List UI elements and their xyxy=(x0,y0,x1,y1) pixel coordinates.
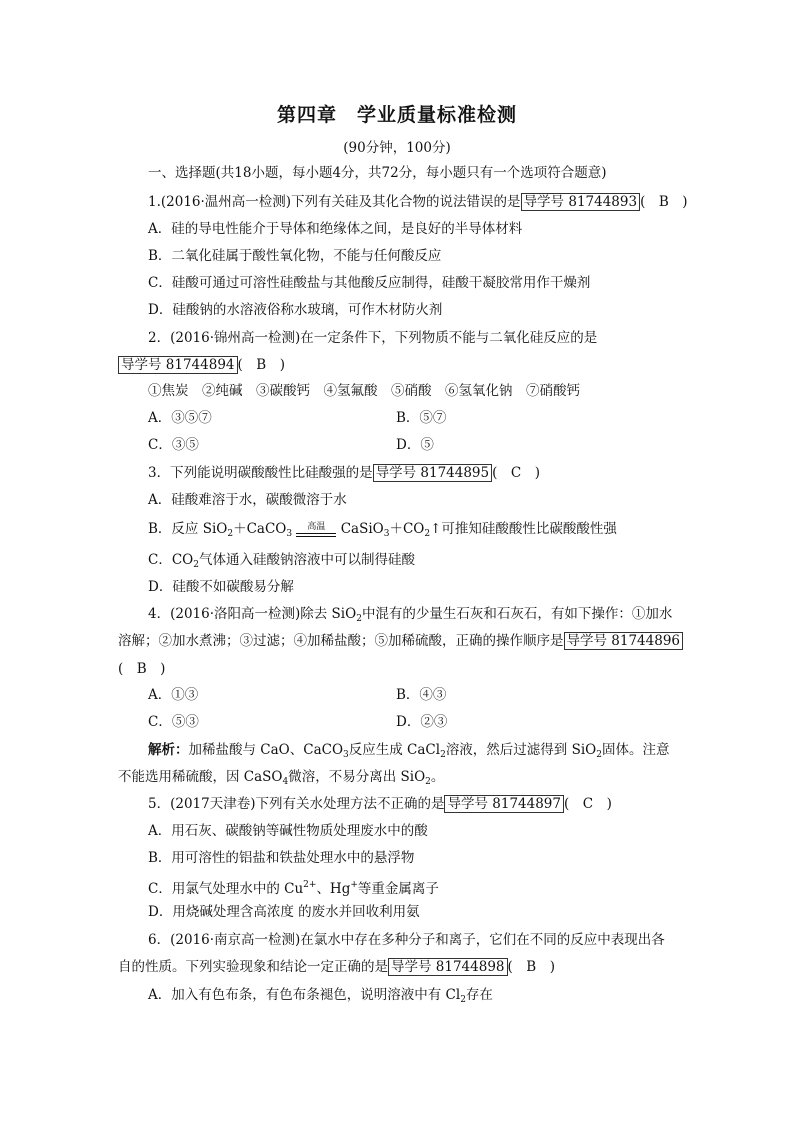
option-a: A．③⑤⑦ xyxy=(148,410,212,426)
question-4-stem-line1 xyxy=(148,605,672,628)
equation-part: ＋CO xyxy=(389,521,425,537)
equation-part: ＋CaCO xyxy=(233,521,287,537)
option-b: B．⑤⑦ xyxy=(396,410,447,426)
option-a: A．用石灰、碳酸钠等碱性物质处理废水中的酸 xyxy=(148,823,428,839)
condition-label: 高温 xyxy=(307,522,326,532)
option-d: D．用烧碱处理含高浓度 的废水并回收利用氨 xyxy=(148,904,420,920)
question-2-code-line xyxy=(118,356,285,374)
option-text: 气体通入硅酸钠溶液中可以制得硅酸 xyxy=(198,552,415,568)
equation-part: ↑可推知硅酸酸性比碳酸酸性强 xyxy=(430,521,617,537)
option-c xyxy=(148,876,439,898)
superscript: + xyxy=(350,880,358,890)
option-b: B．二氧化硅属于酸性氧化物，不能与任何酸反应 xyxy=(148,248,442,264)
explanation-label: 解析： xyxy=(148,742,189,758)
option-b: B．用可溶性的铝盐和铁盐处理水中的悬浮物 xyxy=(148,850,415,866)
option-c: C．⑤③ xyxy=(148,714,199,730)
explanation-text: 固体。注意 xyxy=(601,742,670,758)
option-d: D．硅酸不如碳酸易分解 xyxy=(148,579,294,595)
option-c: C．③⑤ xyxy=(148,437,199,453)
guide-code-link[interactable]: 导学号 81744895 xyxy=(373,464,493,482)
subscript: 4 xyxy=(282,777,289,787)
subscript: 3 xyxy=(286,529,293,539)
answer-label: ( C ) xyxy=(492,465,540,481)
explanation-text: 不能选用稀硫酸，因 CaSO xyxy=(118,769,283,785)
option-b: B．④③ xyxy=(396,687,447,703)
explanation-text: 反应生成 CaCl xyxy=(348,742,441,758)
subscript: 2 xyxy=(193,560,199,570)
option-a: A．硅酸难溶于水，碳酸微溶于水 xyxy=(148,492,347,508)
explanation-text: 溶液，然后过滤得到 SiO xyxy=(445,742,597,758)
answer-label: ( B ) xyxy=(507,959,555,975)
guide-code-link[interactable]: 导学号 81744898 xyxy=(388,958,508,976)
question-1-stem xyxy=(148,193,688,211)
option-d: D．硅酸钠的水溶液俗称水玻璃，可作木材防火剂 xyxy=(148,302,443,318)
reaction-condition xyxy=(296,522,336,537)
option-c: C．硅酸可通过可溶性硅酸盐与其他酸反应制得，硅酸干凝胶常用作干燥剂 xyxy=(148,275,591,291)
option-b-equation xyxy=(148,520,617,543)
subscript: 2 xyxy=(440,750,446,760)
option-text: 存在 xyxy=(465,987,493,1003)
explanation-text: 加稀盐酸与 CaO、CaCO xyxy=(188,742,344,758)
subscript: 2 xyxy=(460,995,466,1005)
subscript: 2 xyxy=(596,750,602,760)
answer-label: ( B ) xyxy=(118,661,166,677)
subscript: 3 xyxy=(383,529,390,539)
option-text: C．用氯气处理水中的 Cu xyxy=(148,881,304,897)
subscript: 2 xyxy=(424,529,431,539)
answer-label: ( C ) xyxy=(564,796,612,812)
stem-text: 溶解；②加水煮沸；③过滤；④加稀盐酸；⑤加稀硫酸，正确的操作顺序是 xyxy=(118,633,564,649)
option-a: A．硅的导电性能介于导体和绝缘体之间，是良好的半导体材料 xyxy=(148,221,523,237)
option-a xyxy=(148,986,493,1009)
question-3-text: 3．下列能说明碳酸酸性比硅酸强的是 xyxy=(148,465,373,481)
option-text: 等重金属离子 xyxy=(357,881,439,897)
guide-code-link[interactable]: 导学号 81744897 xyxy=(444,795,564,813)
explanation-line1 xyxy=(148,741,669,764)
answer-label: ( B ) xyxy=(640,194,688,210)
stem-text: 中混有的少量生石灰和石灰石，有如下操作：①加水 xyxy=(361,606,673,622)
option-text: A．加入有色布条，有色布条褪色，说明溶液中有 Cl xyxy=(148,987,461,1003)
stem-text: 4．(2016·洛阳高一检测)除去 SiO xyxy=(148,606,357,622)
explanation-text: 微溶，不易分离出 SiO xyxy=(288,769,426,785)
question-1-text: 1.(2016·温州高一检测)下列有关硅及其化合物的说法错误的是 xyxy=(148,194,521,210)
guide-code-link[interactable]: 导学号 81744894 xyxy=(118,356,238,374)
question-5-stem xyxy=(148,795,612,813)
subscript: 3 xyxy=(343,750,349,760)
subscript: 2 xyxy=(227,529,234,539)
page-subtitle: (90分钟，100分) xyxy=(343,140,451,156)
option-text: 、Hg xyxy=(316,881,351,897)
option-d: D．⑤ xyxy=(396,437,434,453)
equation-part: B．反应 SiO xyxy=(148,521,228,537)
explanation-text: 。 xyxy=(430,769,445,785)
option-a: A．①③ xyxy=(148,687,199,703)
question-2-stem: 2．(2016·锦州高一检测)在一定条件下，下列物质不能与二氧化硅反应的是 xyxy=(148,330,598,346)
option-text: C．CO xyxy=(148,552,194,568)
equals-sign xyxy=(296,533,336,537)
page-title: 第四章 学业质量标准检测 xyxy=(276,104,517,126)
section-heading: 一、选择题(共18小题，每小题4分，共72分，每小题只有一个选项符合题意) xyxy=(148,165,607,181)
stem-text: 自的性质。下列实验现象和结论一定正确的是 xyxy=(118,959,388,975)
superscript: 2+ xyxy=(303,880,317,890)
option-c xyxy=(148,551,415,574)
question-2-items: ①焦炭 ②纯碱 ③碳酸钙 ④氢氟酸 ⑤硝酸 ⑥氢氧化钠 ⑦硝酸钙 xyxy=(148,383,580,399)
stem-text: 5．(2017天津卷)下列有关水处理方法不正确的是 xyxy=(148,796,445,812)
equation-part: CaSiO xyxy=(340,521,384,537)
guide-code-link[interactable]: 导学号 81744893 xyxy=(521,193,641,211)
option-d: D．②③ xyxy=(396,714,448,730)
explanation-line2 xyxy=(118,768,444,791)
subscript: 2 xyxy=(425,777,431,787)
question-6-stem-line2 xyxy=(118,958,555,976)
answer-label: ( B ) xyxy=(237,357,285,373)
question-4-stem-line2 xyxy=(118,632,683,650)
question-3-stem xyxy=(148,464,540,482)
subscript: 2 xyxy=(356,614,362,624)
question-6-stem-line1: 6．(2016·南京高一检测)在氯水中存在多种分子和离子，它们在不同的反应中表现出各 xyxy=(148,932,665,948)
guide-code-link[interactable]: 导学号 81744896 xyxy=(564,632,684,650)
